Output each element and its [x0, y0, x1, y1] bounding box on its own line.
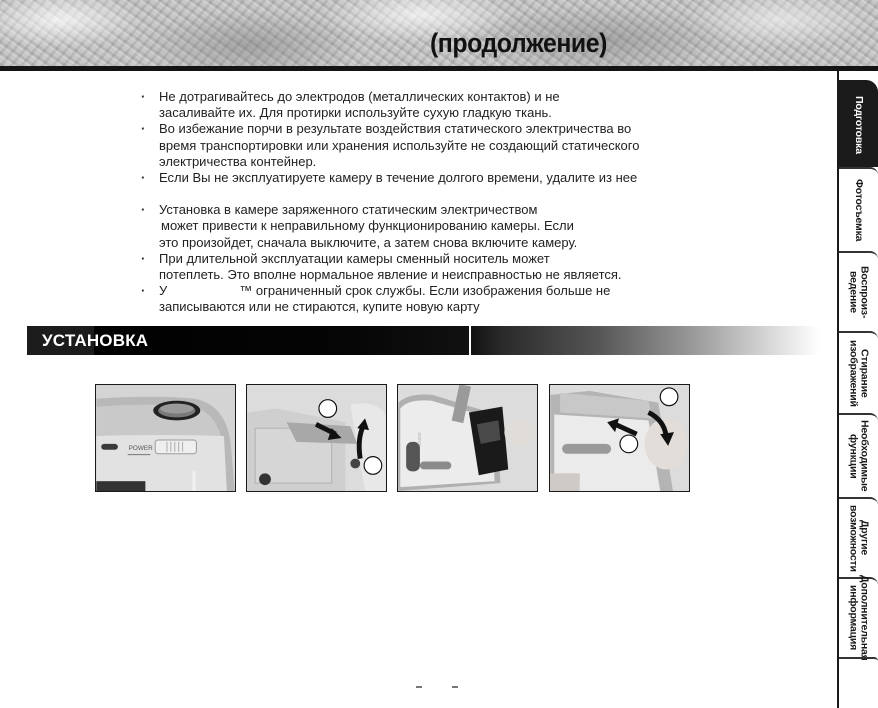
list-item — [140, 170, 720, 186]
power-label: POWER — [128, 444, 153, 452]
list-item-text: может привести к неправильному функционированию камеры. Если — [161, 218, 574, 234]
photo-insert-card — [397, 384, 538, 492]
list-item-text: При длительной эксплуатации камеры сменный носитель может — [159, 250, 550, 266]
tab-shooting[interactable] — [839, 167, 878, 251]
tab-preparation[interactable] — [839, 80, 878, 167]
tab-essential-functions[interactable] — [839, 413, 878, 497]
list-item — [140, 202, 720, 251]
heading-divider — [469, 326, 471, 355]
tab-playback[interactable] — [839, 251, 878, 331]
header-banner — [0, 0, 878, 68]
close-cover-illustration — [550, 385, 689, 491]
tab-other-features[interactable] — [839, 497, 878, 577]
photo-open-cover — [246, 384, 387, 492]
photo-power-switch — [95, 384, 236, 492]
list-item — [140, 121, 720, 170]
camera-power-illustration — [96, 385, 235, 491]
step-marker — [319, 400, 337, 418]
list-item-text: Не дотрагивайтесь до электродов (металлических контактов) и не — [159, 89, 560, 104]
bullet-icon: · — [141, 170, 146, 186]
header-rule — [0, 66, 878, 71]
list-item-text: Установка в камере заряженного статическим электричеством — [159, 202, 538, 218]
list-item-text: Во избежание порчи в результате воздействия статического электричества во — [159, 121, 632, 137]
step-marker — [364, 457, 382, 475]
tab-label: Другие возможности — [847, 504, 871, 572]
svg-text:SONY: SONY — [415, 432, 421, 446]
list-item-text — [159, 283, 720, 299]
tab-rail-end — [839, 657, 878, 661]
insert-card-illustration — [398, 385, 537, 491]
tab-additional-info[interactable] — [839, 575, 878, 661]
list-item-prefix: У — [159, 283, 168, 299]
tab-label: Воспроиз- ведение — [847, 265, 871, 319]
list-item — [140, 283, 720, 315]
list-item-text: Если Вы не эксплуатируете камеру в течение долгого времени, удалите из нее — [159, 170, 638, 186]
tab-label: Дополнительная информация — [847, 575, 871, 661]
section-heading-bar — [27, 326, 819, 355]
list-item-text: засаливайте их. Для протирки используйте сухую гладкую ткань. — [159, 105, 552, 121]
list-item — [140, 89, 720, 121]
page-number-mark — [452, 686, 458, 688]
tab-deleting-images[interactable] — [839, 331, 878, 413]
bullet-icon: · — [141, 250, 146, 266]
list-item-suffix: ™ ограниченный срок службы. Если изображения больше не — [239, 283, 611, 299]
section-title: УСТАНОВКА — [42, 331, 149, 350]
list-item-text: электричества контейнер. — [159, 153, 317, 169]
tab-label: Необходимые функции — [847, 420, 871, 492]
step-marker — [660, 388, 678, 406]
list-item-text: записываются или не стираются, купите новую карту — [159, 299, 480, 315]
tab-label: Стирание изображений — [847, 339, 871, 407]
bullet-icon: · — [141, 121, 146, 137]
bullet-icon: · — [141, 202, 146, 218]
list-item-text: потеплеть. Это вполне нормальное явление и неисправностью не является. — [159, 267, 622, 283]
step-marker — [620, 435, 638, 453]
page-title: (продолжение) — [430, 28, 607, 58]
tab-label: Фотосъемка — [853, 178, 865, 242]
photo-close-cover — [549, 384, 690, 492]
list-item-text: это произойдет, сначала выключите, а затем снова включите камеру. — [159, 234, 578, 250]
precautions-list — [140, 89, 720, 316]
bullet-icon: · — [141, 283, 146, 299]
bullet-icon: · — [141, 89, 146, 104]
list-item-text: время транспортировки или хранения используйте не создающий статического — [159, 137, 640, 153]
open-cover-illustration — [247, 385, 386, 491]
list-item — [140, 251, 720, 283]
page-number-mark — [416, 686, 422, 688]
tab-label: Подготовка — [853, 95, 865, 154]
